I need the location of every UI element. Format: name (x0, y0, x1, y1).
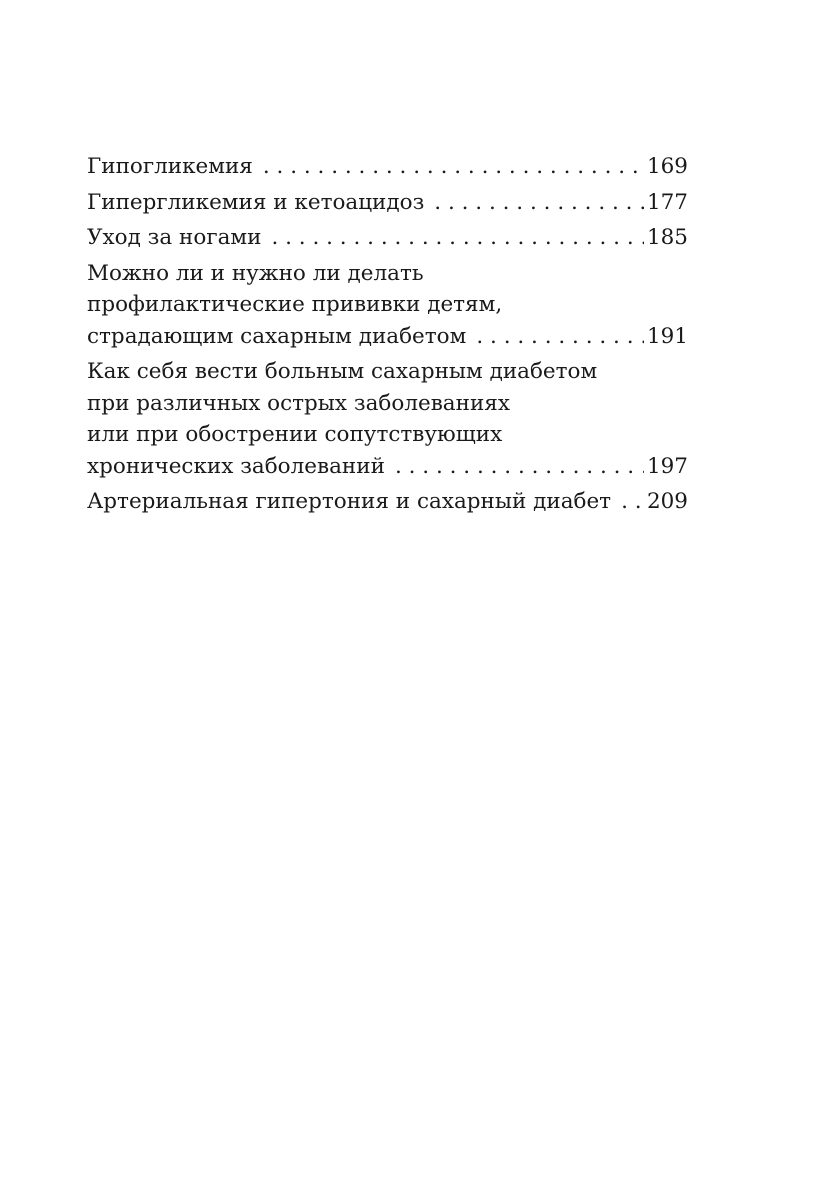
toc-entry-title: страдающим сахарным диабетом (87, 323, 467, 349)
dot-leader (621, 486, 644, 518)
toc-entry-line (87, 151, 688, 183)
dot-leader (395, 451, 644, 483)
toc-entry-title-line (87, 289, 688, 321)
toc-entry-title-line (87, 356, 688, 388)
toc-entry-line (87, 222, 688, 254)
toc-entry-title: при различных острых заболеваниях (87, 390, 510, 416)
toc-entry-title-line (87, 419, 688, 451)
toc-page-number: 197 (646, 453, 688, 479)
toc-entry-title-line (87, 388, 688, 420)
toc-entry-line (87, 486, 688, 518)
toc-entry-title: Артериальная гипертония и сахарный диабет (87, 489, 612, 514)
toc-entry-title: Гипогликемия (87, 154, 253, 179)
dot-leader (271, 222, 643, 254)
toc-entry-title: Как себя вести больным сахарным диабетом (87, 359, 598, 384)
toc-entry-hypertension[interactable] (87, 486, 688, 518)
toc-entry-hyperglycemia[interactable] (87, 187, 688, 219)
toc-entry-title: хронических заболеваний (87, 453, 385, 479)
toc-entry-foot-care[interactable] (87, 222, 688, 254)
toc-page-number: 185 (646, 225, 688, 250)
toc-entry-line (87, 451, 688, 483)
toc-entry-line (87, 187, 688, 219)
toc-entry-acute-illness[interactable] (87, 356, 688, 482)
toc-entry-title: Можно ли и нужно ли делать (87, 260, 424, 286)
toc-page-number: 191 (646, 323, 688, 349)
toc-page-number: 177 (646, 189, 688, 215)
toc-entry-title: профилактические прививки детям, (87, 292, 503, 317)
toc-page-number: 169 (646, 154, 688, 179)
toc-entry-vaccinations[interactable] (87, 258, 688, 353)
toc-entry-line (87, 321, 688, 353)
dot-leader (476, 321, 644, 353)
toc-entry-title: Гипергликемия и кетоацидоз (87, 189, 425, 215)
toc-page-number: 209 (646, 489, 688, 514)
dot-leader (263, 151, 644, 183)
table-of-contents (87, 151, 688, 522)
toc-entry-hypoglycemia[interactable] (87, 151, 688, 183)
toc-entry-title: или при обострении сопутствующих (87, 422, 503, 447)
toc-entry-title: Уход за ногами (87, 225, 262, 250)
dot-leader (434, 187, 644, 219)
toc-entry-title-line (87, 258, 688, 290)
